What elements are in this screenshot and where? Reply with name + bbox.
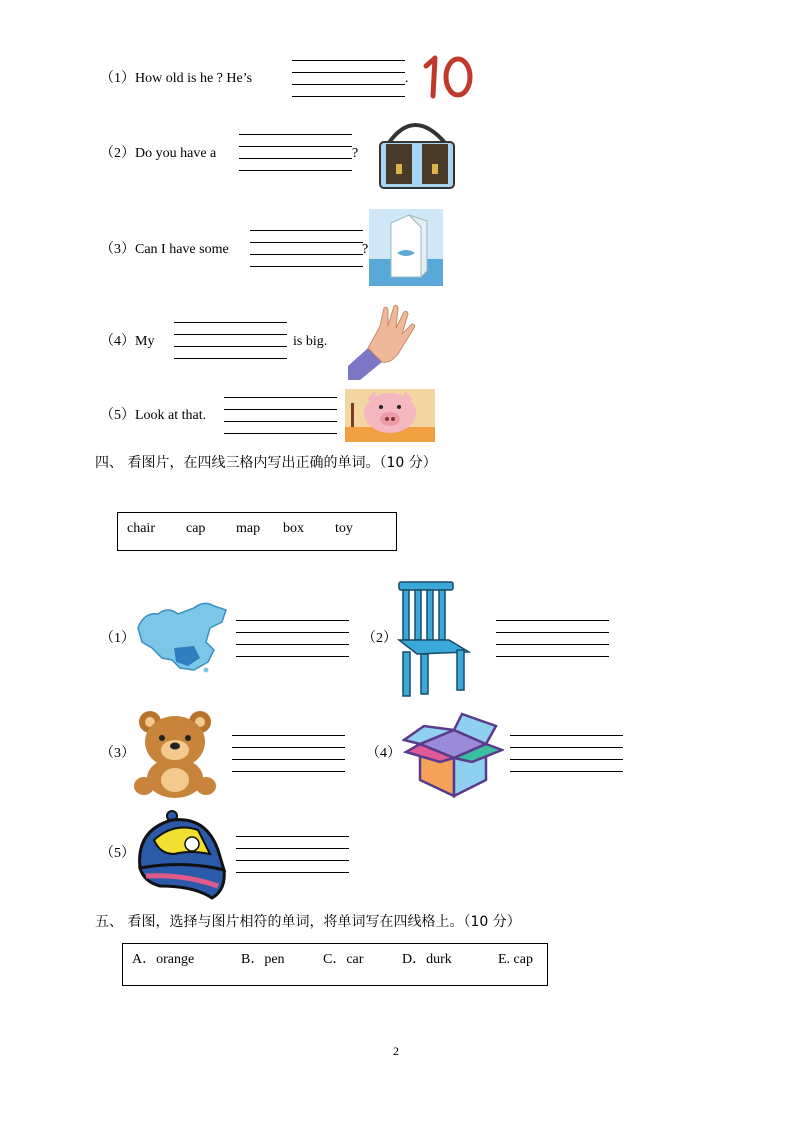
china-map-picture [134, 598, 230, 674]
word-option: box [283, 521, 304, 536]
option-c: C．car [323, 952, 364, 967]
cap-picture [134, 810, 230, 900]
item-5-number: （5） [100, 408, 135, 423]
item-1-number: （1） [100, 71, 135, 86]
picture-5-writing-lines[interactable] [236, 836, 349, 872]
item-2-sentence: Do you have a [135, 146, 217, 161]
option-d: D．durk [402, 952, 452, 967]
item-4-end: is big. [293, 334, 328, 349]
word-option: chair [127, 521, 155, 536]
section-5-heading: 五、 看图，选择与图片相符的单词，将单词写在四线格上。（10 分） [95, 914, 521, 930]
chair-picture [393, 580, 471, 698]
option-e: E. cap [498, 952, 533, 967]
picture-3-number: （3） [100, 746, 135, 761]
picture-4-number: （4） [366, 746, 401, 761]
hand-picture [346, 304, 420, 380]
picture-2-writing-lines[interactable] [496, 620, 609, 656]
picture-2-number: （2） [362, 631, 397, 646]
option-a: A．orange [132, 952, 195, 967]
section-5-option-box [122, 943, 548, 986]
item-1-writing-lines[interactable] [292, 60, 405, 96]
section-4-heading: 四、 看图片，在四线三格内写出正确的单词。（10 分） [95, 455, 437, 471]
item-1-end: . [405, 71, 409, 86]
word-option: map [236, 521, 261, 536]
item-3-writing-lines[interactable] [250, 230, 363, 266]
item-4-writing-lines[interactable] [174, 322, 287, 358]
picture-4-writing-lines[interactable] [510, 735, 623, 771]
item-5-sentence: Look at that. [135, 408, 207, 423]
box-picture [402, 710, 504, 798]
pig-picture [345, 389, 435, 442]
option-b: B．pen [241, 952, 285, 967]
item-5-writing-lines[interactable] [224, 397, 337, 433]
picture-5-number: （5） [100, 846, 135, 861]
number-10-picture [420, 52, 476, 102]
word-option: cap [186, 521, 206, 536]
item-4-number: （4） [100, 334, 135, 349]
item-4-sentence: My [135, 334, 155, 349]
item-3-number: （3） [100, 242, 135, 257]
item-3-end: ? [362, 242, 369, 257]
teddy-bear-picture [132, 706, 218, 800]
item-1-sentence: How old is he ? He’s [135, 71, 253, 86]
picture-3-writing-lines[interactable] [232, 735, 345, 771]
milk-carton-picture [369, 209, 443, 286]
item-2-writing-lines[interactable] [239, 134, 352, 170]
section-4-word-box [117, 512, 397, 551]
item-3-sentence: Can I have some [135, 242, 229, 257]
page-number: 2 [393, 1044, 399, 1058]
schoolbag-picture [374, 114, 460, 192]
item-2-end: ? [352, 146, 359, 161]
picture-1-number: （1） [100, 631, 135, 646]
item-2-number: （2） [100, 146, 135, 161]
picture-1-writing-lines[interactable] [236, 620, 349, 656]
word-option: toy [335, 521, 353, 536]
